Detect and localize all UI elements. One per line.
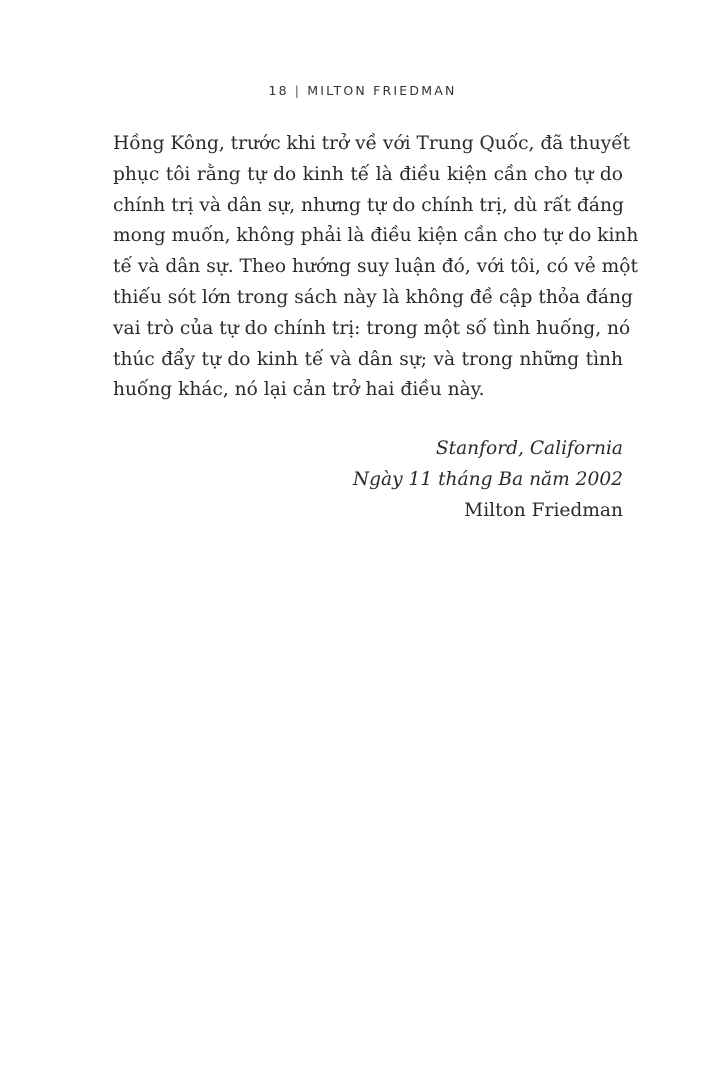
text-line: vai trò của tự do chính trị: trong một số tình huống, nó <box>113 317 631 339</box>
header-separator: | <box>294 83 302 98</box>
text-line: phục tôi rằng tự do kinh tế là điều kiện cần cho tự do <box>113 163 623 185</box>
text-line: tế và dân sự. Theo hướng suy luận đó, với tôi, có vẻ một <box>113 256 638 278</box>
signature-block <box>353 433 623 526</box>
running-header <box>0 83 725 98</box>
signature-place: Stanford, California <box>435 438 623 459</box>
text-line: Hồng Kông, trước khi trở về với Trung Quốc, đã thuyết <box>113 133 631 154</box>
text-line: thúc đẩy tự do kinh tế và dân sự; và trong những tình <box>113 348 623 370</box>
text-line: thiếu sót lớn trong sách này là không đề cập thỏa đáng <box>113 286 633 308</box>
text-line: chính trị và dân sự, nhưng tự do chính trị, dù rất đáng <box>113 194 624 216</box>
body-paragraph <box>113 129 639 406</box>
page-number: 18 <box>268 83 289 98</box>
running-title: MILTON FRIEDMAN <box>307 83 457 98</box>
text-line: huống khác, nó lại cản trở hai điều này. <box>113 379 485 401</box>
signature-date: Ngày 11 tháng Ba năm 2002 <box>352 469 623 490</box>
signature-author: Milton Friedman <box>464 500 623 521</box>
text-line: mong muốn, không phải là điều kiện cần cho tự do kinh <box>113 225 639 247</box>
